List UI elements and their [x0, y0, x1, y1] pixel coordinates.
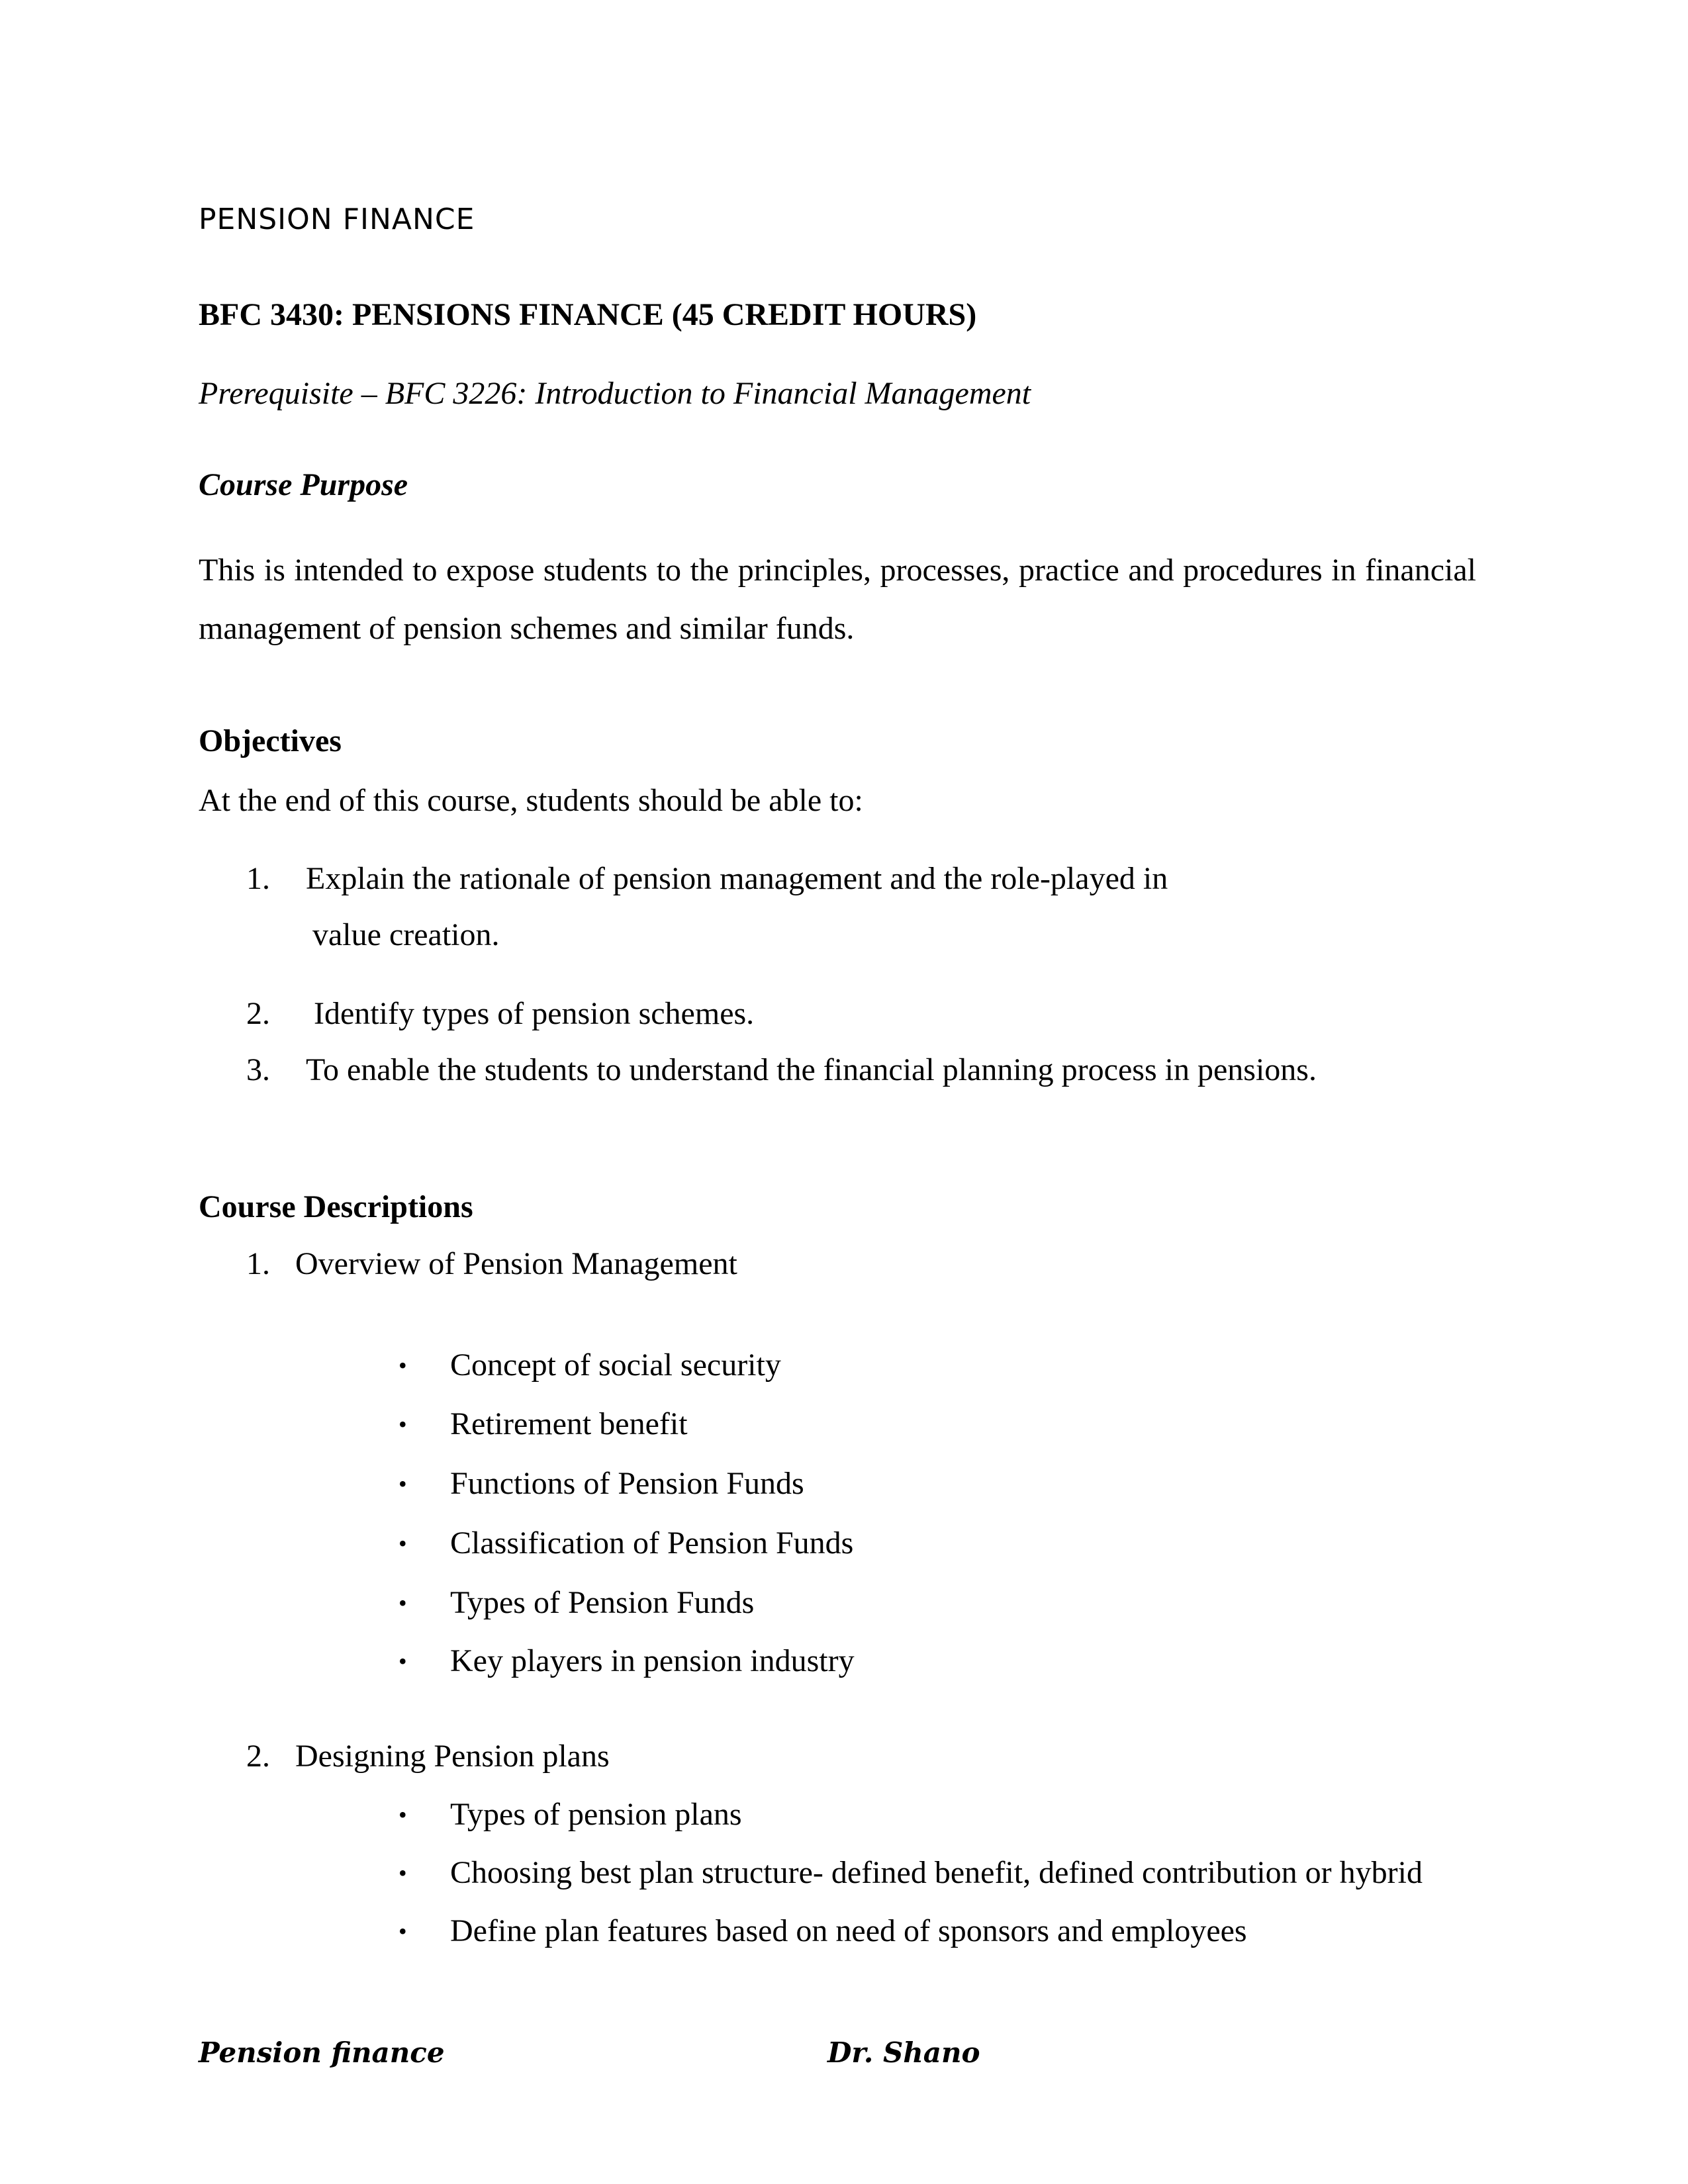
- description-section-title: Designing Pension plans: [295, 1739, 610, 1774]
- description-bullet-item: Types of pension plans: [450, 1797, 742, 1832]
- page-header-title: PENSION FINANCE: [199, 203, 475, 236]
- course-purpose-text: This is intended to expose students to the principles, processes, practice and procedures in financial management of pension schemes and similar funds.: [199, 553, 1476, 646]
- description-bullet-item: Types of Pension Funds: [450, 1585, 755, 1620]
- description-section-number: 1.: [246, 1246, 270, 1281]
- description-bullet-item: Retirement benefit: [450, 1406, 688, 1441]
- bullet-dot-icon: •: [399, 1352, 407, 1379]
- course-purpose-heading: Course Purpose: [199, 467, 408, 502]
- objective-item: Identify types of pension schemes.: [314, 996, 755, 1031]
- bullet-dot-icon: •: [399, 1648, 407, 1674]
- description-bullet-item: Choosing best plan structure- defined benefit, defined contribution or hybrid: [450, 1855, 1423, 1890]
- description-section-number: 2.: [246, 1739, 270, 1774]
- bullet-dot-icon: •: [399, 1918, 407, 1944]
- bullet-dot-icon: •: [399, 1471, 407, 1497]
- objective-number: 1.: [246, 861, 270, 896]
- objective-item: To enable the students to understand the financial planning process in pensions.: [306, 1052, 1317, 1087]
- description-section-title: Overview of Pension Management: [295, 1246, 737, 1281]
- footer-author: Dr. Shano: [827, 2036, 980, 2069]
- objective-item-continuation: value creation.: [312, 917, 500, 952]
- objectives-intro: At the end of this course, students should be able to:: [199, 783, 863, 818]
- course-descriptions-heading: Course Descriptions: [199, 1189, 473, 1224]
- bullet-dot-icon: •: [399, 1411, 407, 1437]
- bullet-dot-icon: •: [399, 1860, 407, 1886]
- objective-number: 2.: [246, 996, 270, 1031]
- footer-course-name: Pension finance: [199, 2036, 445, 2069]
- description-bullet-item: Key players in pension industry: [450, 1643, 855, 1678]
- objectives-heading: Objectives: [199, 723, 342, 758]
- bullet-dot-icon: •: [399, 1530, 407, 1557]
- description-bullet-item: Concept of social security: [450, 1347, 781, 1383]
- course-prerequisite: Prerequisite – BFC 3226: Introduction to Financial Management: [199, 376, 1031, 411]
- objective-number: 3.: [246, 1052, 270, 1087]
- description-bullet-item: Functions of Pension Funds: [450, 1466, 804, 1501]
- objective-item: Explain the rationale of pension management and the role-played in: [306, 861, 1168, 896]
- bullet-dot-icon: •: [399, 1590, 407, 1616]
- description-bullet-item: Define plan features based on need of sponsors and employees: [450, 1913, 1247, 1948]
- description-bullet-item: Classification of Pension Funds: [450, 1525, 854, 1561]
- bullet-dot-icon: •: [399, 1801, 407, 1828]
- course-code-title: BFC 3430: PENSIONS FINANCE (45 CREDIT HOURS): [199, 297, 977, 332]
